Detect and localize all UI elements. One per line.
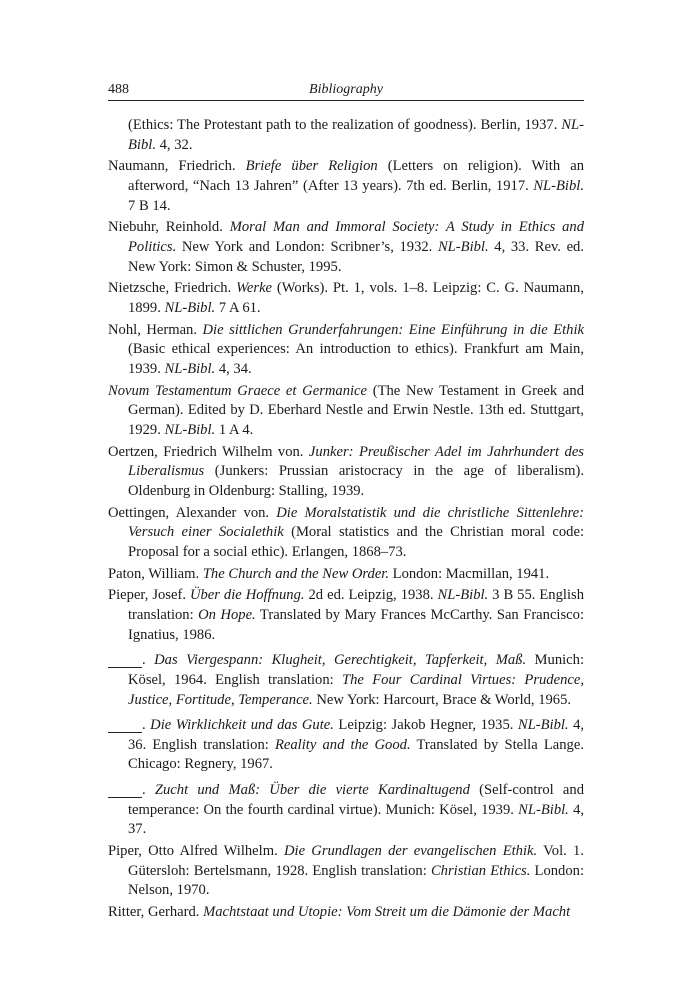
- bibliography-entry: [108, 279, 584, 318]
- bibliography-entry: [108, 586, 584, 645]
- entry-text: 1 A 4.: [215, 421, 254, 438]
- entry-text: 4, 37.: [128, 801, 585, 838]
- repeat-author-dash: [108, 712, 142, 733]
- entry-text: 4, 34.: [215, 360, 252, 377]
- bibliography-entry: [108, 777, 584, 840]
- entry-text: 3 B 55. English translation:: [128, 587, 584, 623]
- bibliography-entry: [108, 157, 584, 216]
- entry-text: (Basic ethical experiences: An introduction to ethics). Frankfurt am Main, 1939.: [128, 341, 584, 377]
- entry-text: 7 A 61.: [215, 299, 261, 316]
- entry-title-text: Über die Hoffnung.: [189, 587, 305, 604]
- entry-text: (Ethics: The Protestant path to the realization of goodness). Berlin, 1937.: [128, 117, 562, 133]
- entry-title-text: Novum Testamentum Graece et Germanice: [108, 382, 368, 399]
- entry-title-text: The Church and the New Order.: [202, 565, 390, 582]
- entry-text: Piper, Otto Alfred Wilhelm.: [108, 843, 284, 860]
- bibliography-entry: [108, 218, 584, 277]
- entry-text: (Self-control and temperance: On the fourth cardinal virtue). Munich: Kösel, 1939.: [128, 782, 584, 818]
- entry-title-text: The Four Cardinal Virtues: Prudence, Justice, Fortitude, Temperance.: [128, 671, 584, 708]
- entry-title-text: NL-Bibl.: [437, 587, 489, 604]
- entry-title-text: NL-Bibl.: [518, 801, 569, 818]
- entry-text: 4, 33. Rev. ed. New York: Simon & Schuster, 1995.: [128, 238, 584, 275]
- running-head: Bibliography: [309, 82, 383, 97]
- page-header: [108, 80, 584, 101]
- entry-title-text: Christian Ethics.: [430, 862, 531, 879]
- entry-text: Translated by Mary Frances McCarthy. San Francisco: Ignatius, 1986.: [128, 606, 584, 643]
- bibliography-list: [108, 116, 584, 923]
- entry-title-text: NL-Bibl.: [164, 299, 216, 316]
- entry-text: Translated by Stella Lange. Chicago: Regnery, 1967.: [128, 736, 584, 773]
- entry-text: (Junkers: Prussian aristocracy in the age of liberalism). Oldenburg in Oldenburg: Stalling, 1939.: [128, 463, 584, 499]
- entry-title-text: Die Moralstatistik und die christliche Sittenlehre: Versuch einer Socialethik: [128, 504, 584, 541]
- bibliography-entry: [108, 116, 584, 155]
- entry-title-text: Die Grundlagen der evangelischen Ethik.: [283, 843, 538, 860]
- bibliography-entry: [108, 321, 584, 380]
- entry-text: New York: Harcourt, Brace & World, 1965.: [312, 691, 572, 708]
- entry-text: Naumann, Friedrich.: [108, 158, 246, 175]
- entry-title-text: On Hope.: [198, 606, 256, 623]
- entry-text: (Moral statistics and the Christian moral code: Proposal for a social ethic). Erlangen, 1868–73.: [128, 524, 585, 560]
- entry-title-text: NL-Bibl.: [164, 360, 216, 377]
- entry-text: Pieper, Josef.: [108, 587, 190, 604]
- entry-title-text: NL-Bibl.: [437, 238, 489, 255]
- repeat-author-dash: [108, 777, 142, 798]
- entry-text: New York and London: Scribner’s, 1932.: [176, 238, 438, 255]
- bibliography-entry: [108, 712, 584, 775]
- entry-text: 2d ed. Leipzig, 1938.: [304, 587, 438, 604]
- entry-title-text: Werke: [236, 280, 273, 297]
- entry-text: London: Macmillan, 1941.: [389, 565, 550, 582]
- entry-title-text: Die Wirklichkeit und das Gute.: [150, 717, 334, 734]
- bibliography-entry: [108, 565, 584, 585]
- entry-text: Leipzig: Jakob Hegner, 1935.: [333, 717, 518, 734]
- entry-text: Vol. 1. Gütersloh: Bertelsmann, 1928. English translation:: [128, 843, 584, 879]
- bibliography-entry: [108, 443, 584, 502]
- entry-title-text: NL-Bibl.: [164, 421, 216, 438]
- entry-text: Nietzsche, Friedrich.: [108, 280, 237, 297]
- entry-text: 4, 32.: [155, 136, 193, 153]
- bibliography-entry: [108, 504, 584, 563]
- entry-title-text: Die sittlichen Grunderfahrungen: Eine Einführung in die Ethik: [202, 321, 584, 338]
- entry-text: Niebuhr, Reinhold.: [108, 219, 230, 236]
- entry-text: Nohl, Herman.: [108, 321, 203, 338]
- entry-text: 7 B 14.: [128, 197, 171, 214]
- bibliography-entry: [108, 903, 584, 923]
- page-number: 488: [108, 82, 129, 97]
- entry-text: (Works). Pt. 1, vols. 1–8. Leipzig: C. G. Naumann, 1899.: [128, 280, 584, 316]
- entry-text: (Letters on religion). With an afterword, “Nach 13 Jahren” (After 13 years). 7th ed. Berlin, 1917.: [128, 158, 584, 194]
- entry-text: Munich: Kösel, 1964. English translation:: [128, 652, 585, 688]
- entry-text: London: Nelson, 1970.: [128, 862, 584, 899]
- bibliography-entry: [108, 842, 584, 901]
- bibliography-entry: [108, 647, 584, 710]
- entry-text: Oertzen, Friedrich Wilhelm von.: [108, 443, 309, 460]
- entry-title-text: Machtstaat und Utopie: Vom Streit um die Dämonie der Macht: [203, 904, 571, 921]
- entry-title-text: Junker: Preußischer Adel im Jahrhundert des Liberalismus: [128, 443, 584, 480]
- entry-text: .: [142, 782, 155, 799]
- entry-title-text: Zucht und Maß: Über die vierte Kardinaltugend: [154, 782, 470, 799]
- entry-text: .: [142, 652, 155, 669]
- entry-title-text: NL-Bibl.: [128, 117, 584, 153]
- entry-text: .: [142, 717, 151, 734]
- entry-text: Paton, William.: [108, 565, 203, 582]
- entry-text: 4, 36. English translation:: [128, 717, 585, 753]
- book-page: [108, 80, 584, 925]
- entry-text: Ritter, Gerhard.: [108, 904, 204, 921]
- entry-text: (The New Testament in Greek and German). Edited by D. Eberhard Nestle and Erwin Nestle. 13th ed. Stuttgart, 1929.: [128, 382, 584, 438]
- entry-title-text: NL-Bibl.: [533, 177, 584, 194]
- bibliography-entry: [108, 382, 584, 441]
- entry-title-text: NL-Bibl.: [517, 717, 569, 734]
- entry-title-text: Briefe über Religion: [245, 158, 378, 175]
- entry-text: Oettingen, Alexander von.: [108, 504, 277, 521]
- entry-title-text: Moral Man and Immoral Society: A Study in Ethics and Politics.: [128, 219, 584, 255]
- entry-title-text: Reality and the Good.: [274, 736, 411, 753]
- repeat-author-dash: [108, 647, 142, 668]
- entry-title-text: Das Viergespann: Klugheit, Gerechtigkeit, Tapferkeit, Maß.: [154, 652, 527, 669]
